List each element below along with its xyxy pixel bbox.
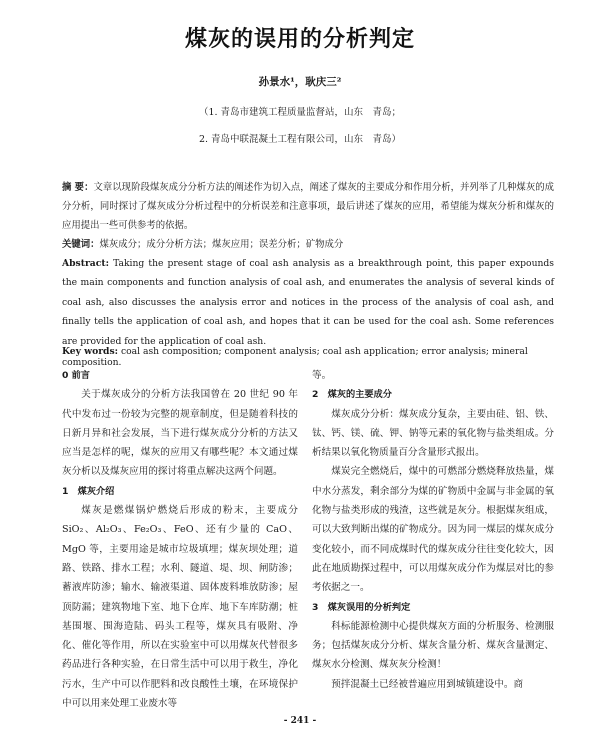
left-column [62, 366, 298, 713]
right-column [312, 366, 554, 694]
affiliation-1: （1. 青岛市建筑工程质量监督站，山东 青岛； [198, 107, 402, 118]
affiliation-2: 2. 青岛中联混凝土工程有限公司，山东 青岛） [198, 134, 402, 145]
abstract-zh-text: 文章以现阶段煤灰成分分析方法的阐述作为切入点，阐述了煤灰的主要成分和作用分析，并列举了几种煤灰的成分分析，同时探讨了煤灰成分分析过程中的分析误差和注意事项，最后讲述了煤灰的应用，希望能为煤灰分析和煤灰的应用提出一些可供参考的依据。 [62, 182, 554, 232]
paragraph: 预拌混凝土已经被普遍应用到城镇建设中。商 [331, 678, 524, 690]
page-number: - 241 - [283, 716, 317, 726]
paragraph-carryover: 等。 [312, 370, 332, 381]
paper-title: 煤灰的误用的分析判定 [184, 27, 415, 52]
keywords-zh-label: 关键词： [62, 239, 100, 250]
keywords-english [62, 346, 554, 368]
keywords-en-text: coal ash composition; component analysis; coal ash application; error analysis; mineral composition. [62, 346, 528, 368]
keywords-zh-text: 煤灰成分；成分分析方法；煤灰应用；误差分析；矿物成分 [99, 239, 344, 250]
abstract-english [62, 254, 554, 351]
section-heading-intro: 1 煤灰介绍 [62, 485, 115, 497]
paragraph: 关于煤灰成分的分析方法我国曾在 20 世纪 90 年代中发布过一份较为完整的规章制度，但是随着科技的日新月异和社会发展，当下进行煤灰成分分析的方法又应当是怎样的呢，煤灰的应用又有哪些呢？本文通过煤灰分析以及煤灰应用的探讨将重点解决这两个问题。 [62, 389, 298, 478]
section-heading-components: 2 煤灰的主要成分 [312, 389, 392, 401]
abstract-en-text: Taking the present stage of coal ash analysis as a breakthrough point, this paper expounds the main components and function analysis of coal ash, and enumerates the analysis of several kinds of coal ash, also discusses the analysis error and notices in the process of the analysis of coal ash, and finally tells the application of coal ash, and hopes that it can be used for the coal ash. Some references are provided for the application of coal ash. [62, 258, 555, 347]
abstract-zh-label: 摘 要： [62, 182, 94, 193]
paragraph: 科标能源检测中心提供煤灰方面的分析服务、检测服务；包括煤灰成分分析、煤灰含量分析、煤灰含量测定、煤灰水分检测、煤灰灰分检测！ [312, 620, 554, 671]
section-heading-misuse: 3 煤灰误用的分析判定 [312, 601, 411, 613]
keywords-chinese [62, 236, 554, 250]
author-line: 孙景水¹，耿庆三² [258, 76, 342, 88]
keywords-en-label: Key words: [62, 346, 119, 357]
paragraph: 煤炭完全燃烧后，煤中的可燃部分燃烧释放热量，煤中水分蒸发，剩余部分为煤的矿物质中金属与非金属的氧化物与盐类形成的残渣，这些就是灰分。根据煤灰组成，可以大致判断出煤的矿物成分。因为同一煤层的煤灰成分变化较小，而不同成煤时代的煤灰成分往往变化较大，因此在地质勘探过程中，可以用煤灰成分作为煤层对比的参考依据之一。 [312, 466, 554, 594]
abstract-en-label: Abstract: [62, 258, 109, 269]
section-heading-preface: 0 前言 [62, 370, 90, 381]
abstract-chinese [62, 178, 554, 236]
paragraph: 煤灰是燃煤锅炉燃烧后形成的粉末，主要成分 SiO₂、Al₂O₃、Fe₂O₃、FeO、还有少量的 CaO、MgO 等，主要用途是城市垃圾填埋；煤灰坝处理；道路、铁路、排水工程；水利、隧道、堤、坝、闸防渗；蓄液库防渗；输水、输液渠道、固体废料堆放防渗；屋顶防漏；建筑物地下室、地下仓库、地下车库防潮；桩基围堰、围海造陆、码头工程等，煤灰具有吸附、净化、催化等作用，所以在实验室中可以用煤灰代替很多药品进行各种实验，在日常生活中可以用于救生，净化污水，生产中可以作肥料和改良酸性土壤，在环境保护中可以用来处理工业废水等 [62, 505, 298, 710]
paragraph: 煤灰成分分析：煤灰成分复杂，主要由硅、铝、铁、钛、钙、镁、硫、钾、钠等元素的氧化物与盐类组成。分析结果以氧化物质量百分含量形式报出。 [312, 408, 554, 459]
